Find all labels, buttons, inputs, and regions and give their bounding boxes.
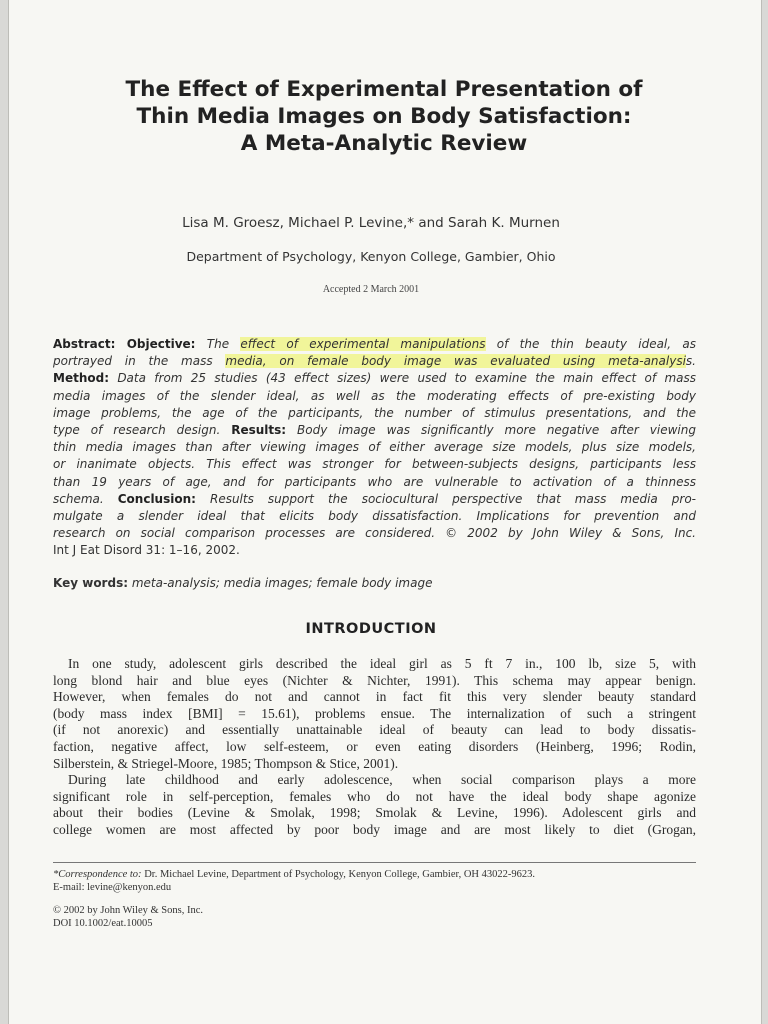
accepted-date: Accepted 2 March 2001 [322, 284, 420, 295]
body-line: (if not anorexic) and essentially unattainable ideal of beauty can lead to body dissatis- [53, 722, 696, 738]
introduction-body [53, 656, 696, 839]
abstract-line: portrayed in the mass media, on female body image was evaluated using meta-analysis. [53, 354, 696, 369]
keywords-label: Key words: [53, 576, 129, 590]
conclusion-label: Conclusion: [117, 491, 196, 506]
keywords-text: meta-analysis; media images; female body image [128, 576, 433, 590]
citation-line: Int J Eat Disord 31: 1–16, 2002. [53, 543, 240, 558]
affiliation: Department of Psychology, Kenyon College, Gambier, Ohio [186, 249, 556, 264]
highlight: effect of experimental manipulations [240, 337, 486, 351]
title-line-1: The Effect of Experimental Presentation of [125, 77, 643, 102]
abstract-line: Abstract: Objective: The effect of experimental manipulations of the thin beauty ideal, as [53, 337, 696, 351]
body-line: (body mass index [BMI] = 15.61), problems ensue. The internalization of such a stringent [53, 705, 696, 721]
correspondence-footnote [53, 868, 696, 894]
body-line: In one study, adolescent girls described the ideal girl as 5 ft 7 in., 100 lb, size 5, with [68, 656, 696, 671]
abstract-line: schema. Conclusion: Results support the sociocultural perspective that mass media pro- [53, 491, 697, 506]
abstract-line: thin media images than after viewing images of either average size models, plus size models, [53, 440, 696, 455]
abstract-line: Method: Data from 25 studies (43 effect sizes) were used to examine the main effect of mass [53, 371, 696, 386]
body-line: During late childhood and early adolescence, when social comparison plays a more [68, 772, 696, 788]
abstract-line: research on social comparison processes are considered. © 2002 by John Wiley & Sons, Inc. [53, 526, 696, 541]
abstract-line: type of research design. Results: Body image was significantly more negative after viewing [53, 422, 696, 437]
body-line: about their bodies (Levine & Smolak, 1998; Smolak & Levine, 1996). Adolescent girls and [53, 805, 696, 821]
abstract-line: or inanimate objects. This effect was stronger for between-subjects designs, participants less [53, 457, 696, 472]
highlight: media, on female body image was evaluated using meta-analysi [225, 354, 686, 369]
abstract-line: than 19 years of age, and for participants who are vulnerable to activation of a thinness [53, 474, 696, 489]
doi-line: DOI 10.1002/eat.10005 [53, 918, 153, 929]
body-line: long blond hair and blue eyes (Nichter & Nichter, 1991). This schema may appear benign. [53, 672, 696, 688]
abstract-label: Abstract: [53, 337, 116, 351]
footnote-label: *Correspondence to: [53, 869, 142, 880]
footnote-line: *Correspondence to: Dr. Michael Levine, Department of Psychology, Kenyon College, Gambier, OH 43022-9623. [53, 869, 535, 880]
body-line: faction, negative affect, low self-esteem, or even eating disorders (Heinberg, 1996; Rodin, [53, 738, 696, 754]
body-line: Silberstein, & Striegel-Moore, 1985; Thompson & Stice, 2001). [53, 755, 399, 771]
abstract-line: mulgate a slender ideal that elicits body dissatisfaction. Implications for prevention and [53, 508, 696, 523]
body-line: However, when females do not and cannot in fact fit this very slender beauty standard [53, 689, 696, 705]
copyright-block [53, 904, 353, 930]
method-label: Method: [53, 371, 109, 386]
copyright-line: © 2002 by John Wiley & Sons, Inc. [53, 905, 203, 916]
body-line: significant role in self-perception, females who do not have the ideal body shape agonize [53, 788, 696, 804]
footnote-divider [53, 862, 696, 863]
body-line: college women are most affected by poor body image and are most likely to diet (Grogan, [53, 821, 696, 837]
abstract-line: image problems, the age of the participants, the number of stimulus presentations, and the [53, 405, 696, 420]
title-line-2: Thin Media Images on Body Satisfaction: [136, 104, 632, 129]
title-line-3: A Meta-Analytic Review [240, 131, 528, 156]
footnote-email: E-mail: levine@kenyon.edu [53, 882, 172, 894]
objective-label: Objective: [126, 337, 196, 351]
paper-title [0, 76, 768, 157]
abstract-line: media images of the slender ideal, as well as the moderating effects of pre-existing body [53, 388, 696, 403]
results-label: Results: [231, 422, 287, 437]
section-heading-introduction: INTRODUCTION [305, 621, 437, 637]
keywords [53, 576, 696, 590]
authors: Lisa M. Groesz, Michael P. Levine,* and Sarah K. Murnen [182, 215, 560, 231]
abstract [53, 336, 696, 559]
